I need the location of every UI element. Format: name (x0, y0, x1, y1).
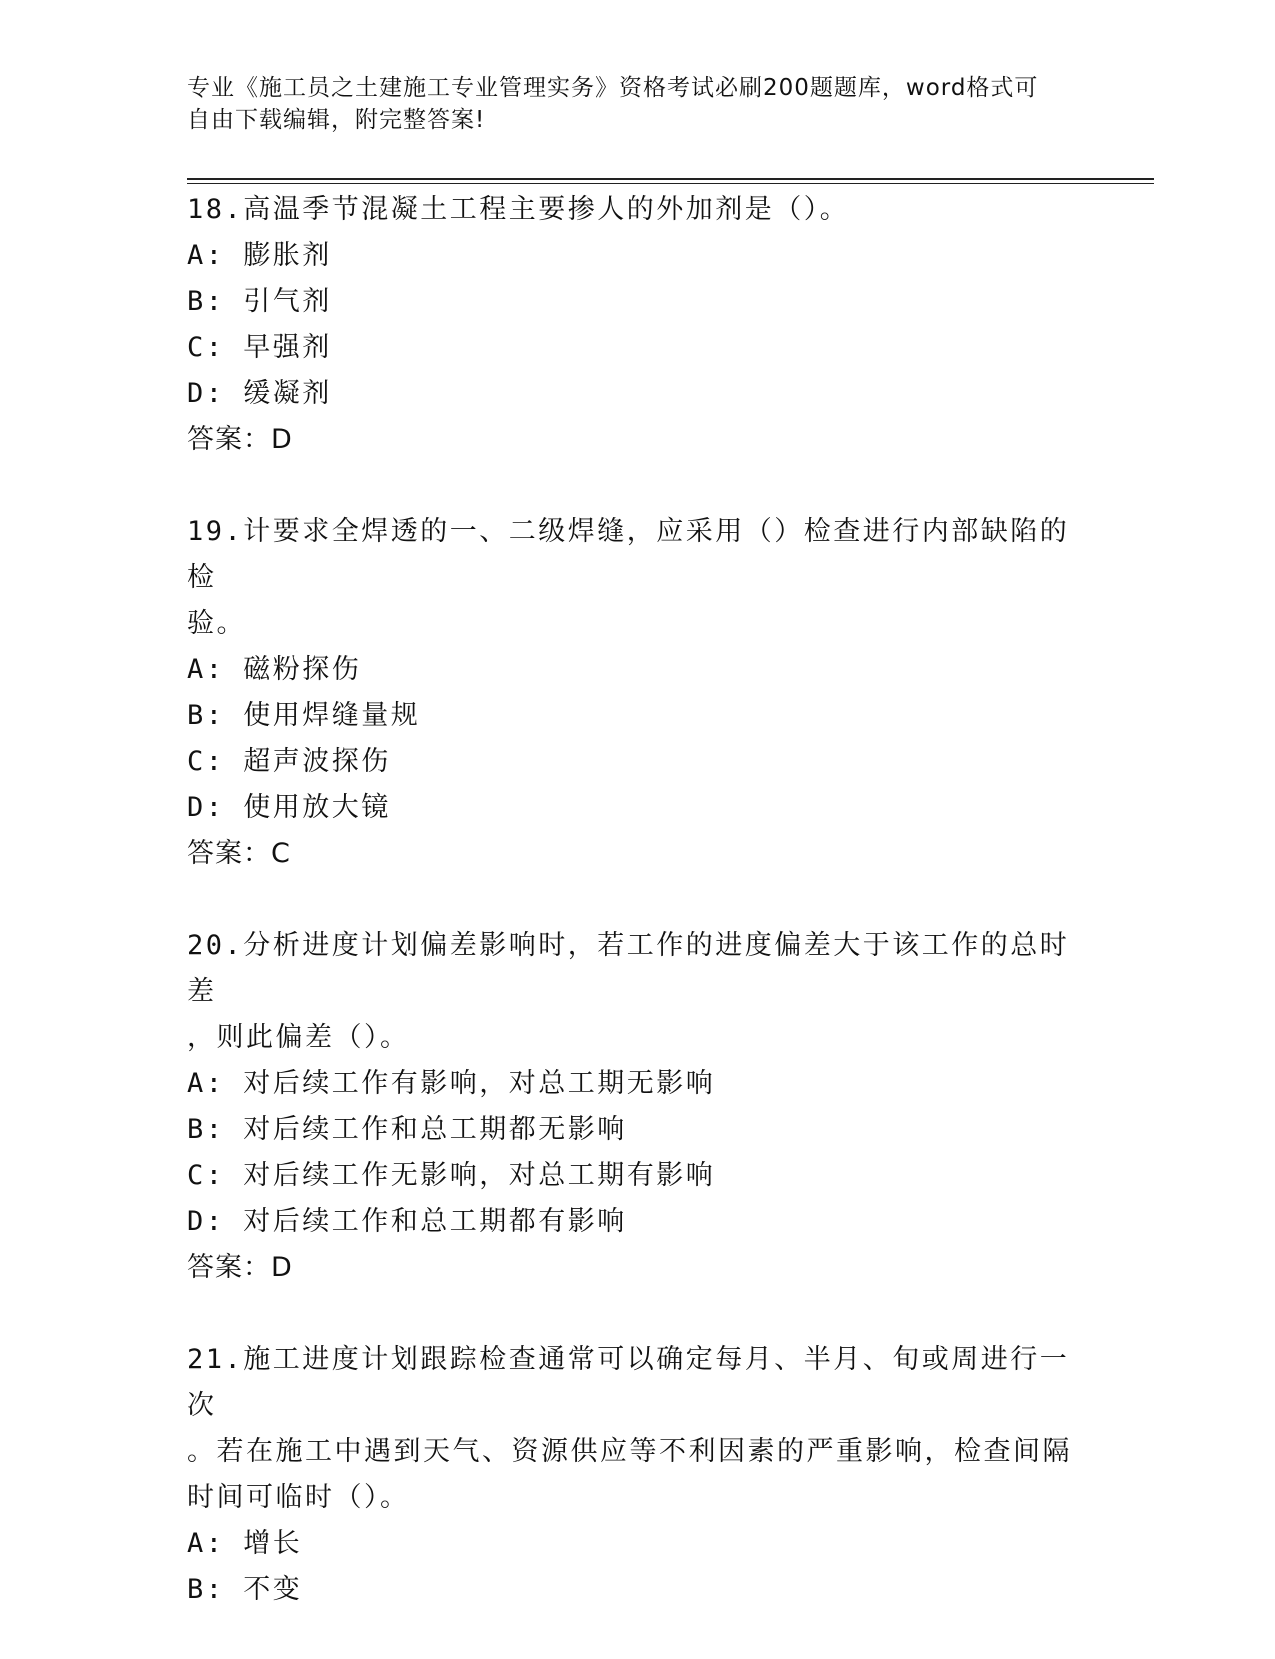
question-number: 21. (187, 1344, 244, 1375)
option-label: A: (187, 654, 225, 685)
option-label: A: (187, 240, 225, 271)
option-a (187, 1521, 1077, 1567)
option-c (187, 325, 1077, 371)
question-text-continued: 时间可临时（）。 (187, 1482, 410, 1513)
option-b (187, 1567, 1077, 1613)
option-b (187, 279, 1077, 325)
question-text (187, 923, 1077, 1015)
question-list (187, 187, 1077, 1659)
question-number: 20. (187, 930, 244, 961)
option-label: C: (187, 332, 225, 363)
option-d (187, 785, 1077, 831)
option-text: 对后续工作有影响，对总工期无影响 (243, 1068, 716, 1099)
option-text: 对后续工作和总工期都无影响 (243, 1114, 627, 1145)
question-text (187, 187, 1077, 233)
option-label: C: (187, 746, 225, 777)
option-label: B: (187, 286, 225, 317)
option-text: 使用焊缝量规 (243, 700, 421, 731)
option-label: A: (187, 1068, 225, 1099)
option-a (187, 647, 1077, 693)
question-text-line: 分析进度计划偏差影响时，若工作的进度偏差大于该工作的总时差 (187, 930, 1070, 1007)
option-text: 膨胀剂 (243, 240, 332, 271)
header-line-2: 自由下载编辑，附完整答案! (187, 107, 486, 133)
answer-line: 答案：C (187, 838, 291, 869)
option-label: D: (187, 792, 225, 823)
option-text: 引气剂 (243, 286, 332, 317)
option-c (187, 739, 1077, 785)
option-text: 缓凝剂 (243, 378, 332, 409)
option-b (187, 1107, 1077, 1153)
option-label: A: (187, 1528, 225, 1559)
option-text: 不变 (243, 1574, 303, 1605)
option-b (187, 693, 1077, 739)
question-text-line: 计要求全焊透的一、二级焊缝，应采用（）检查进行内部缺陷的检 (187, 516, 1070, 593)
answer-line: 答案：D (187, 1252, 293, 1283)
option-label: B: (187, 1574, 225, 1605)
question-20 (187, 923, 1077, 1291)
option-text: 对后续工作无影响，对总工期有影响 (243, 1160, 716, 1191)
option-text: 超声波探伤 (243, 746, 391, 777)
option-d (187, 1199, 1077, 1245)
question-text (187, 1337, 1077, 1429)
option-c (187, 1153, 1077, 1199)
question-text-continued: ，则此偏差（）。 (187, 1022, 410, 1053)
document-header (187, 72, 1067, 136)
option-a (187, 1061, 1077, 1107)
question-text (187, 509, 1077, 601)
question-text-continued: 。若在施工中遇到天气、资源供应等不利因素的严重影响，检查间隔 (187, 1436, 1072, 1467)
header-line-1: 专业《施工员之土建施工专业管理实务》资格考试必刷200题题库，word格式可 (187, 75, 1039, 101)
option-text: 磁粉探伤 (243, 654, 362, 685)
question-number: 19. (187, 516, 244, 547)
question-18 (187, 187, 1077, 463)
option-label: B: (187, 700, 225, 731)
option-label: B: (187, 1114, 225, 1145)
option-text: 使用放大镜 (243, 792, 391, 823)
option-text: 增长 (243, 1528, 303, 1559)
question-text-continued: 验。 (187, 608, 246, 639)
header-divider-thin (187, 183, 1154, 184)
option-text: 早强剂 (243, 332, 332, 363)
question-19 (187, 509, 1077, 877)
question-21 (187, 1337, 1077, 1613)
question-text-line: 高温季节混凝土工程主要掺人的外加剂是（）。 (243, 194, 850, 225)
option-d (187, 371, 1077, 417)
answer-line: 答案：D (187, 424, 293, 455)
option-label: D: (187, 378, 225, 409)
question-number: 18. (187, 194, 244, 225)
option-text: 对后续工作和总工期都有影响 (243, 1206, 627, 1237)
question-text-line: 施工进度计划跟踪检查通常可以确定每月、半月、旬或周进行一次 (187, 1344, 1070, 1421)
option-label: D: (187, 1206, 225, 1237)
option-label: C: (187, 1160, 225, 1191)
header-divider-thick (187, 178, 1154, 180)
option-a (187, 233, 1077, 279)
